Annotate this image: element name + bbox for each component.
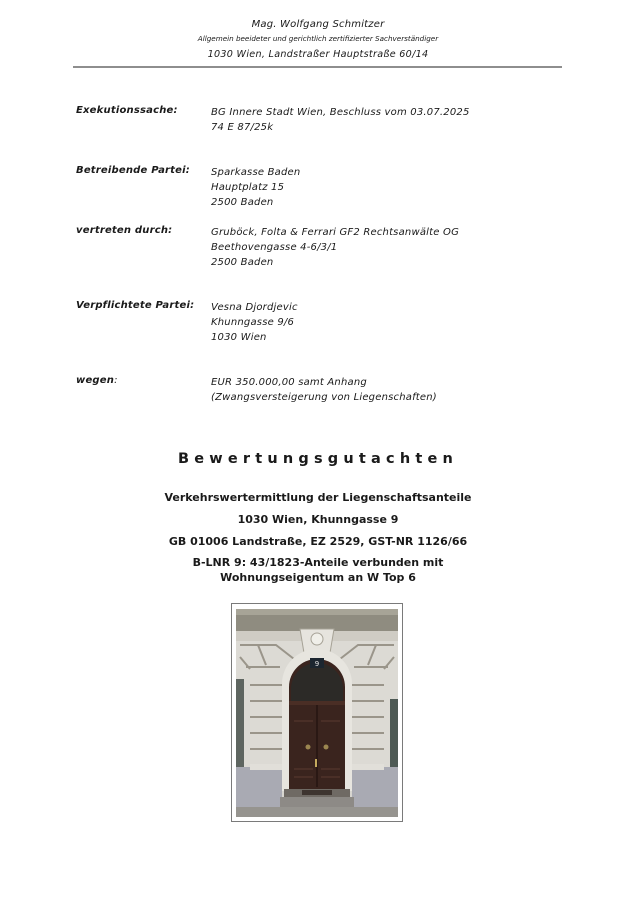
value-line: Hauptplatz 15	[211, 182, 285, 193]
value-line: Beethovengasse 4-6/3/1	[211, 242, 338, 253]
value-line: 1030 Wien	[211, 332, 267, 343]
subtitle-line: GB 01006 Landstraße, EZ 2529, GST-NR 1126/66	[168, 535, 468, 548]
field-label: vertreten durch:	[76, 225, 173, 236]
value-line: 2500 Baden	[211, 257, 274, 268]
value-line: 74 E 87/25k	[211, 122, 274, 133]
value-line: Khunngasse 9/6	[211, 317, 295, 328]
field-value	[211, 105, 470, 135]
field-label: Exekutionssache:	[76, 105, 178, 116]
building-entrance-photo	[236, 609, 398, 817]
value-line: Gruböck, Folta & Ferrari GF2 Rechtsanwälte OG	[211, 227, 460, 238]
value-line: Sparkasse Baden	[211, 167, 301, 178]
value-line: BG Innere Stadt Wien, Beschluss vom 03.07.2025	[211, 107, 470, 118]
value-line: EUR 350.000,00 samt Anhang	[211, 377, 367, 388]
subtitle-line: 1030 Wien, Khunngasse 9	[237, 513, 399, 526]
svg-text:9: 9	[314, 660, 320, 668]
subtitle-line: B-LNR 9: 43/1823-Anteile verbunden mit	[192, 556, 444, 569]
value-line: 2500 Baden	[211, 197, 274, 208]
subtitle-line: Wohnungseigentum an W Top 6	[220, 571, 416, 584]
field-value	[211, 165, 300, 210]
header-divider	[73, 66, 562, 68]
field-label-text: wegen	[76, 375, 115, 386]
field-label-colon: :	[114, 375, 118, 386]
field-value	[211, 300, 298, 345]
expert-credentials: Allgemein beeideter und gerichtlich zertifizierter Sachverständiger	[197, 34, 439, 43]
building-photo-frame	[231, 603, 403, 822]
field-label	[76, 375, 118, 386]
expert-name: Mag. Wolfgang Schmitzer	[251, 19, 385, 30]
field-label: Betreibende Partei:	[76, 165, 190, 176]
field-label: Verpflichtete Partei:	[76, 300, 195, 311]
field-value	[211, 375, 437, 405]
document-title: Bewertungsgutachten	[177, 451, 459, 467]
value-line: (Zwangsversteigerung von Liegenschaften)	[211, 392, 437, 403]
value-line: Vesna Djordjevic	[211, 302, 298, 313]
document-subtitles	[0, 489, 636, 585]
subtitle-line: Verkehrswertermittlung der Liegenschaftsanteile	[164, 491, 472, 504]
expert-address: 1030 Wien, Landstraßer Hauptstraße 60/14	[207, 49, 429, 60]
field-value	[211, 225, 459, 270]
